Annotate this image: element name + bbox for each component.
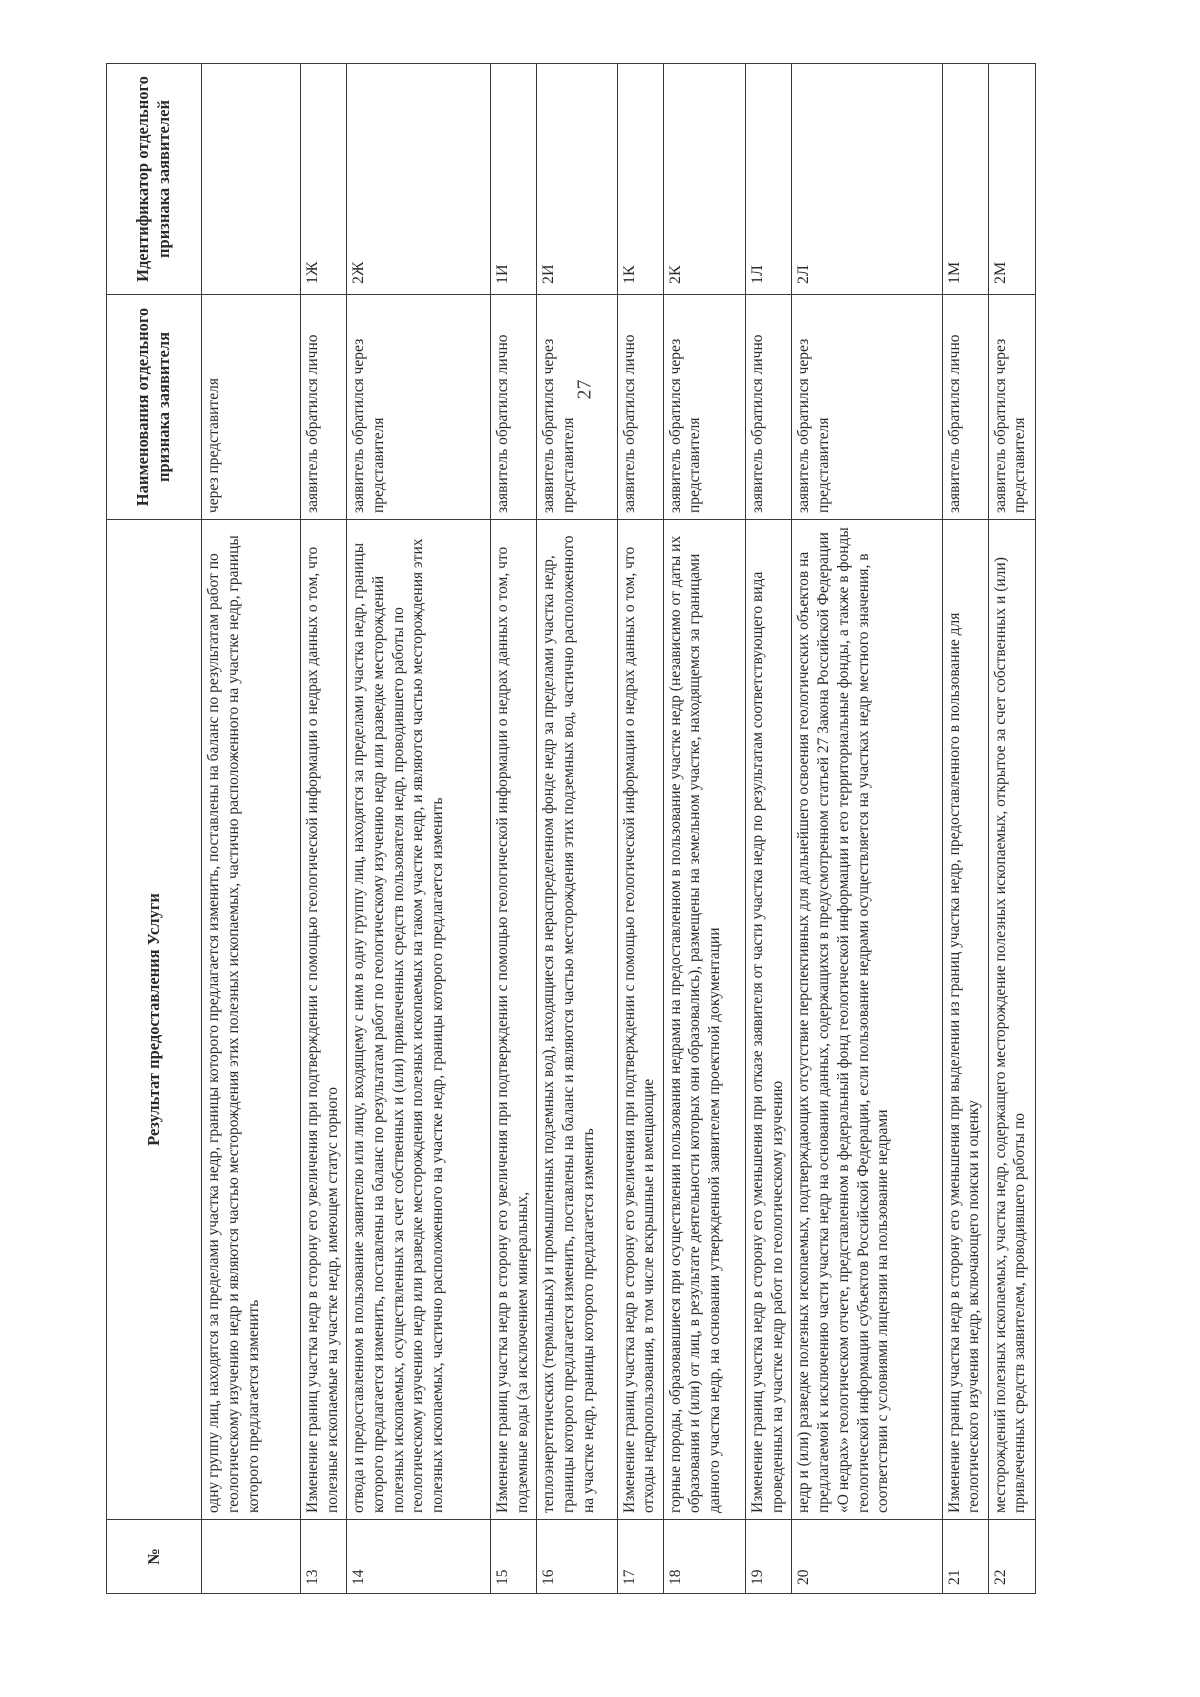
row-sign: заявитель обратился через представителя	[537, 295, 617, 520]
row-result: месторождений полезных ископаемых, участка недр, содержащего месторождение полезных ископаемых, открытое за счет собственных и (или) привлеченных средств заявителем, проводившего работы по	[988, 520, 1035, 1520]
row-sign: заявитель обратился через представителя	[792, 295, 942, 520]
row-num: 22	[988, 1520, 1035, 1594]
row-ident: 2И	[537, 64, 617, 295]
header-result: Результат предоставления Услуги	[107, 520, 202, 1520]
row-result: отвода и предоставленном в пользование заявителю или лицу, входящему с ним в одну группу лиц, находятся за пределами участка недр, границы которого предлагается изменить, поставлены на баланс по результатам работ по геологическому изучению недр или разведке месторождений полезных ископаемых, осуществленных за счет собственных и (или) привлеченных средств пользователя недр, проводившего работы по геологическому изучению недр или разведке месторождения полезных ископаемых на таком участке недр, и являются частью месторождения этих полезных ископаемых, частично расположенного на участке недр, границы которого предлагается изменить	[346, 520, 490, 1520]
row-num: 16	[537, 1520, 617, 1594]
row-num: 13	[300, 1520, 346, 1594]
row-result: Изменение границ участка недр в сторону его увеличения при подтверждении с помощью геологической информации о недрах данных о том, что подземные воды (за исключением минеральных,	[491, 520, 537, 1520]
page-number: 27	[573, 379, 596, 400]
table-row	[537, 64, 617, 1594]
service-result-table	[106, 63, 1036, 1594]
row-num: 21	[942, 1520, 988, 1594]
row-result: Изменение границ участка недр в сторону его уменьшения при выделении из границ участка недр, предоставленного в пользование для геологического изучения недр, включающего поиски и оценку	[942, 520, 988, 1520]
row-num: 19	[746, 1520, 792, 1594]
row-num: 14	[346, 1520, 490, 1594]
row-num: 20	[792, 1520, 942, 1594]
row-result: Изменение границ участка недр в сторону его уменьшения при отказе заявителя от части участка недр по результатам соответствующего вида проведенных на участке недр работ по геологическому изучению	[746, 520, 792, 1520]
row-sign: заявитель обратился лично	[617, 295, 663, 520]
rotated-table-wrapper	[106, 64, 1036, 1594]
row-ident: 1И	[491, 64, 537, 295]
table-row	[746, 64, 792, 1594]
row-num: 17	[617, 1520, 663, 1594]
row-ident: 1Л	[746, 64, 792, 295]
table-row	[617, 64, 663, 1594]
table-row	[300, 64, 346, 1594]
row-result: Изменение границ участка недр в сторону его увеличения при подтверждении с помощью геологической информации о недрах данных о том, что отходы недропользования, в том числе вскрышные и вмещающие	[617, 520, 663, 1520]
row-result: теплоэнергетических (термальных) и промышленных подземных вод), находящиеся в нераспределенном фонде недр за пределами участка недр, границы которого предлагается изменить, поставлены на баланс и являются частью месторождения этих подземных вод, частично расположенного на участке недр, границы которого предлагается изменить	[537, 520, 617, 1520]
table-header-row	[107, 64, 202, 1594]
table-row	[346, 64, 490, 1594]
row-sign: заявитель обратился лично	[491, 295, 537, 520]
row-ident: 1К	[617, 64, 663, 295]
table-row	[202, 64, 301, 1594]
table-row	[663, 64, 745, 1594]
table-row	[942, 64, 988, 1594]
row-sign: заявитель обратился лично	[942, 295, 988, 520]
row-ident: 2Ж	[346, 64, 490, 295]
row-ident	[202, 64, 301, 295]
row-sign: через представителя	[202, 295, 301, 520]
row-ident: 2Л	[792, 64, 942, 295]
row-sign: заявитель обратился через представителя	[988, 295, 1035, 520]
row-result: Изменение границ участка недр в сторону его увеличения при подтверждении с помощью геологической информации о недрах данных о том, что полезные ископаемые на участке недр, имеющем статус горного	[300, 520, 346, 1520]
row-ident: 2К	[663, 64, 745, 295]
row-result: горные породы, образовавшиеся при осуществлении пользования недрами на предоставленном в пользование участке недр (независимо от даты их образования и (или) от лиц, в результате деятельности которых они образовались), размещены на земельном участке, находящемся за границами данного участка недр, на основании утвержденной заявителем проектной документации	[663, 520, 745, 1520]
row-num: 18	[663, 1520, 745, 1594]
row-sign: заявитель обратился через представителя	[346, 295, 490, 520]
table-row	[491, 64, 537, 1594]
header-num: №	[107, 1520, 202, 1594]
header-sign-name: Наименования отдельного признака заявителя	[107, 295, 202, 520]
row-sign: заявитель обратился лично	[746, 295, 792, 520]
row-sign: заявитель обратился через представителя	[663, 295, 745, 520]
row-ident: 2М	[988, 64, 1035, 295]
row-result: одну группу лиц, находятся за пределами участка недр, границы которого предлагается изменить, поставлены на баланс по результатам работ по геологическому изучению недр и являются частью месторождения этих полезных ископаемых, частично расположенного на участке недр, границы которого предлагается изменить	[202, 520, 301, 1520]
row-num: 15	[491, 1520, 537, 1594]
row-num	[202, 1520, 301, 1594]
header-sign-id: Идентификатор отдельного признака заявителей	[107, 64, 202, 295]
row-ident: 1М	[942, 64, 988, 295]
row-sign: заявитель обратился лично	[300, 295, 346, 520]
table-row	[792, 64, 942, 1594]
table-row	[988, 64, 1035, 1594]
row-result: недр и (или) разведке полезных ископаемых, подтверждающих отсутствие перспективных для дальнейшего освоения геологических объектов на предлагаемой к исключению части участка недр на основании данных, содержащихся в предусмотренном статьей 27 Закона Российской Федерации «О недрах» геологическом отчете, представленном в федеральный фонд геологической информации и его территориальные фонды, а также в фонды геологической информации субъектов Российской Федерации, если пользование недрами осуществляется на участках недр местного значения, в соответствии с условиями лицензии на пользование недрами	[792, 520, 942, 1520]
row-ident: 1Ж	[300, 64, 346, 295]
